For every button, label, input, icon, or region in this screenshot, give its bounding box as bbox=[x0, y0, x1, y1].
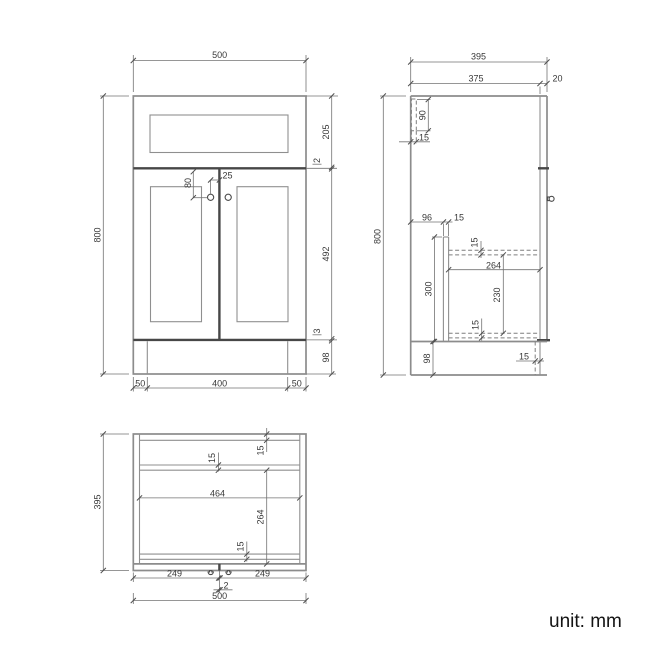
dim-plan-door-gap: 2 bbox=[223, 580, 229, 591]
dim-plan-door-left: 249 bbox=[166, 568, 183, 579]
right-knob bbox=[225, 194, 231, 200]
dim-side-plinth-height: 98 bbox=[422, 353, 432, 364]
dim-side-shelf-depth: 264 bbox=[485, 260, 502, 271]
dim-side-back-clearance: 96 bbox=[421, 212, 433, 223]
unit-note: unit: mm bbox=[549, 611, 622, 632]
side-view bbox=[373, 52, 563, 378]
dim-front-plinth-center: 400 bbox=[212, 378, 228, 389]
left-knob bbox=[208, 194, 214, 200]
dim-side-support-height: 300 bbox=[423, 281, 434, 297]
side-drawer-box-hidden bbox=[411, 99, 416, 131]
front-drawer-panel bbox=[150, 115, 288, 153]
side-knob bbox=[549, 196, 554, 201]
front-left-door-panel bbox=[151, 187, 202, 322]
front-right-door-panel bbox=[237, 187, 288, 322]
dim-plan-interior-depth: 264 bbox=[255, 509, 266, 525]
dim-side-drawer-box-thickness: 15 bbox=[418, 132, 430, 143]
dim-plan-front-rail-thickness: 15 bbox=[235, 541, 246, 552]
dim-front-drawer-height: 205 bbox=[321, 124, 331, 140]
front-view-body bbox=[133, 96, 306, 374]
front-view bbox=[93, 50, 339, 392]
dim-front-plinth-right: 50 bbox=[291, 378, 302, 389]
dim-front-door-gap: 3 bbox=[312, 328, 322, 334]
dim-plan-door-right: 249 bbox=[254, 568, 271, 579]
dim-front-handle-offset: 25 bbox=[222, 170, 233, 181]
plan-outline bbox=[133, 434, 306, 571]
dim-front-overall-width: 500 bbox=[212, 50, 228, 60]
dim-side-top-shelf-thickness: 15 bbox=[469, 237, 480, 248]
plan-view-dimensions bbox=[93, 428, 309, 604]
dim-front-plinth-left: 50 bbox=[135, 378, 146, 389]
plan-view-body bbox=[133, 434, 306, 575]
dim-plan-interior-width: 464 bbox=[209, 488, 226, 499]
dim-side-door-thickness: 20 bbox=[552, 73, 563, 84]
dim-front-plinth-height: 98 bbox=[321, 352, 331, 363]
side-view-dimensions bbox=[373, 52, 563, 378]
dim-plan-stretcher-thickness: 15 bbox=[207, 452, 217, 464]
dim-front-door-height: 492 bbox=[321, 246, 331, 262]
dim-front-handle-drop: 80 bbox=[183, 177, 193, 189]
dim-front-overall-height: 800 bbox=[92, 227, 103, 243]
dim-side-support-thickness: 15 bbox=[453, 212, 465, 223]
dim-plan-back-panel-thickness: 15 bbox=[255, 445, 266, 456]
dim-side-shelf-clearance: 230 bbox=[492, 287, 502, 303]
dim-side-plinth-recess: 15 bbox=[518, 351, 530, 362]
plan-view bbox=[93, 428, 309, 604]
dim-front-drawer-gap: 2 bbox=[312, 157, 322, 164]
dim-side-bottom-shelf-thickness: 15 bbox=[470, 319, 481, 331]
dim-side-drawer-box-height: 90 bbox=[417, 110, 428, 121]
dim-side-overall-height: 800 bbox=[372, 228, 383, 245]
dim-side-body-depth: 375 bbox=[468, 73, 484, 84]
dim-side-overall-depth: 395 bbox=[470, 51, 487, 62]
dim-plan-overall-depth: 395 bbox=[92, 494, 103, 510]
dim-plan-overall-width: 500 bbox=[212, 591, 228, 601]
